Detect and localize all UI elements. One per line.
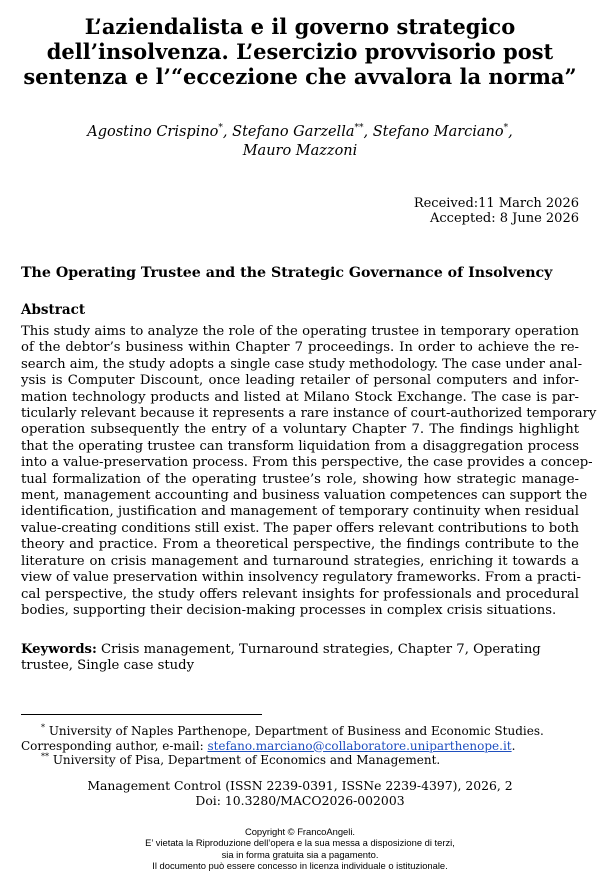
footnote-corresponding	[21, 739, 579, 754]
abstract-line: operation subsequently the entry of a voluntary Chapter 7. The findings highlight	[21, 422, 579, 438]
footnote-pisa	[21, 753, 579, 768]
abstract-heading: Abstract	[21, 302, 86, 318]
author-name: Agostino Crispino	[87, 124, 219, 140]
keywords-text: Crisis management, Turnaround strategies, Chapter 7, Operating trustee, Single case study	[21, 642, 541, 674]
author-name: Stefano Marciano	[372, 124, 504, 140]
title-line: L’aziendalista e il governo strategico	[84, 14, 516, 39]
footnote-marker: **	[41, 752, 49, 761]
author-list	[20, 123, 580, 161]
keywords-label: Keywords:	[21, 642, 97, 657]
copyright-line: Il documento può essere concesso in licenza individuale o istituzionale.	[152, 859, 448, 871]
abstract-line: cal perspective, the study offers relevant insights for professionals and procedural	[21, 586, 579, 602]
journal-citation: Management Control (ISSN 2239-0391, ISSNe 2239-4397), 2026, 2	[87, 778, 513, 793]
affiliation-marker: *	[503, 123, 509, 134]
abstract-line: into a value-preservation process. From this perspective, the case provides a concep-	[21, 455, 593, 471]
author-name: Mauro Mazzoni	[242, 143, 358, 159]
article-title	[20, 14, 580, 89]
author-line	[20, 123, 580, 142]
author-separator: ,	[508, 124, 513, 140]
abstract-body	[21, 324, 597, 619]
footnote-marker: *	[41, 723, 45, 732]
footnote-text: University of Naples Parthenope, Department of Business and Economic Studies.	[45, 724, 544, 738]
abstract-line: mation technology products and listed at Milano Stock Exchange. The case is par-	[21, 389, 579, 405]
footnote-naples	[21, 724, 579, 739]
affiliation-marker: *	[218, 123, 223, 134]
abstract-line: view of value preservation within insolvency regulatory frameworks. From a practi-	[21, 570, 581, 586]
copyright-notice	[20, 826, 580, 871]
footnotes	[21, 724, 579, 768]
title-line: sentenza e l’“eccezione che avvalora la norma”	[23, 64, 577, 89]
footnote-text: .	[511, 738, 516, 753]
abstract-line: search aim, the study adopts a single case study methodology. The case under anal-	[21, 356, 583, 372]
abstract-line: theory and practice. From a theoretical perspective, the findings contribute to the	[21, 537, 579, 553]
abstract-line: ticularly relevant because it represents a rare instance of court-authorized temporary	[21, 406, 597, 422]
footnote-text: Corresponding author, e-mail:	[21, 738, 208, 753]
copyright-line: E’ vietata la Riproduzione dell’opera e la sua messa a disposizione di terzi,	[145, 837, 455, 849]
footnote-divider	[21, 714, 262, 715]
english-title: The Operating Trustee and the Strategic Governance of Insolvency	[21, 265, 553, 281]
abstract-line: tual formalization of the operating trustee’s role, showing how strategic manage-	[21, 471, 579, 487]
affiliation-marker: **	[354, 123, 364, 134]
footnote-text: University of Pisa, Department of Economics and Management.	[49, 753, 441, 767]
author-separator: ,	[363, 124, 373, 140]
accepted-date: Accepted: 8 June 2026	[430, 211, 579, 226]
abstract-line: of the debtor’s business within Chapter 7 proceedings. In order to achieve the re-	[21, 340, 579, 356]
journal-doi: Doi: 10.3280/MACO2026-002003	[195, 793, 405, 808]
abstract-line: bodies, supporting their decision-making processes in complex crisis situations.	[21, 602, 557, 618]
copyright-line: Copyright © FrancoAngeli.	[244, 826, 356, 837]
abstract-line: value-creating conditions still exist. The paper offers relevant contributions to both	[21, 520, 579, 536]
corresponding-email-link[interactable]: stefano.marciano@collaboratore.uniparthenope.it	[207, 738, 512, 753]
keywords	[21, 642, 579, 675]
title-line: dell’insolvenza. L’esercizio provvisorio post	[46, 39, 554, 64]
author-line	[20, 142, 580, 161]
submission-dates	[414, 196, 579, 226]
abstract-line: ysis is Computer Discount, once leading retailer of personal computers and infor-	[21, 373, 579, 389]
abstract-line: This study aims to analyze the role of the operating trustee in temporary operation	[21, 324, 579, 339]
received-date: Received:11 March 2026	[413, 196, 579, 211]
author-separator: ,	[222, 124, 233, 140]
abstract-line: identification, justification and management of temporary continuity when residual	[21, 504, 579, 520]
abstract-line: that the operating trustee can transform liquidation from a disaggregation process	[21, 438, 579, 454]
abstract-line: ment, management accounting and business valuation competences can support the	[21, 488, 588, 504]
abstract-line: literature on crisis management and turnaround strategies, enriching it towards a	[21, 553, 579, 569]
journal-info	[20, 778, 580, 808]
author-name: Stefano Garzella	[232, 124, 355, 140]
copyright-line: sia in forma gratuita sia a pagamento.	[221, 848, 379, 860]
